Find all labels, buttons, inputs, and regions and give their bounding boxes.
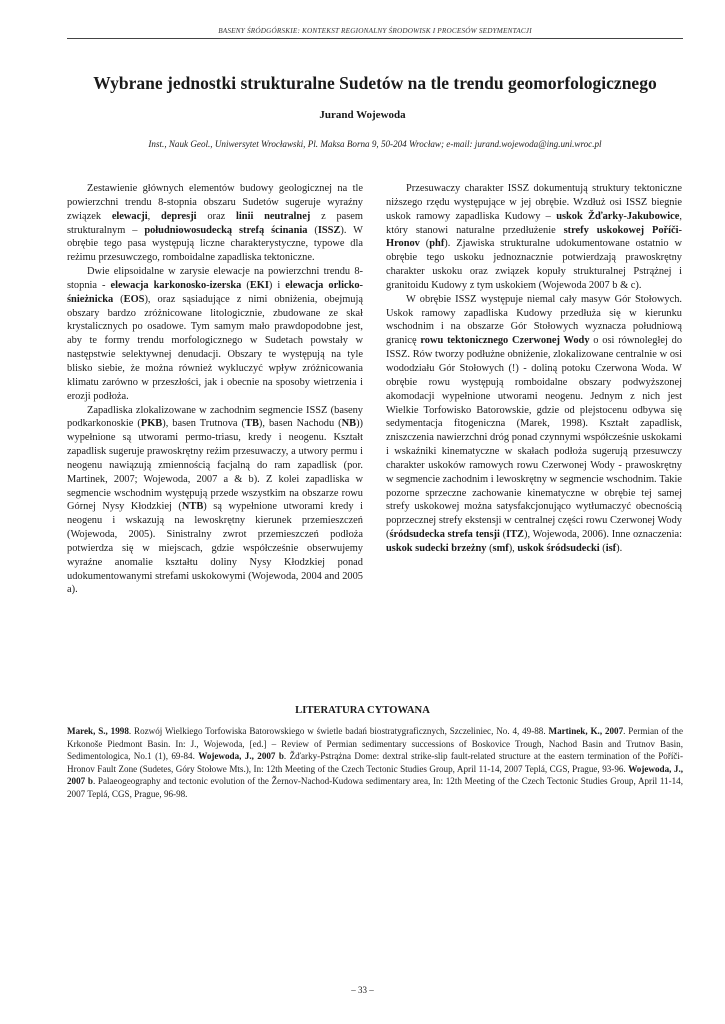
reference-author: Wojewoda, J., 2007 b [198,751,284,762]
text-run: Zapadliska zlokalizowane w zachodnim segmencie ISSZ (baseny podkarkonoskie ( [67,404,363,430]
term-highlight: TB [245,418,259,430]
text-run: , [147,210,161,222]
reference-text: . Rozwój Wielkiego Torfowiska Batorowskiego w świetle badań biostratygraficznych, Szczeliniec, No. 4, 49-88. [128,726,549,736]
text-run: ( [486,542,493,554]
term-highlight: NTB [181,501,204,513]
body-column-right [386,182,682,556]
article-author: Jurand Wojewoda [319,109,406,121]
page-number: – 33 – [351,985,374,995]
reference-text: . Žďarky-Pstrążna Dome: dextral strike-slip fault-related structure at the eastern termination of the Poříči-Hronov Fault Zone (Sudetes, Góry Stołowe Mts.), In: 12th Meeting of the Czech Tectonic Studies Group, April 11-14, 2007 Teplá, CGS, Prague, 93-96. [67,751,683,774]
text-run: ( [241,279,250,291]
paragraph-4 [386,182,682,293]
text-run: z pasem strukturalnym – [67,210,363,236]
term-highlight: elewacja orlicko-śnieżnicka [67,279,363,305]
references-list [67,725,683,801]
reference-text: . Permian of the Krkonoše Piedmont Basin. In: J., Wojewoda, [ed.] – Review of Permian sedimentary successions of Boskovice Trough, Nachod Basin and Trutnov Basin, Sedimentologica, No.1 (1), 69-84. [67,726,683,762]
text-run: ( [599,542,606,554]
author-affiliation: Inst., Nauk Geol., Uniwersytet Wrocławski, Pl. Maksa Borna 9, 50-204 Wrocław; e-mail: jurand.wojewoda@ing.uni.wroc.pl [148,139,602,149]
term-highlight: ISSZ [317,224,341,236]
term-highlight: strefy uskokowej Poříči-Hronov [386,224,682,250]
text-run: ). W obrębie tego pasa występują liczne charakterystyczne, typowe dla reżimu przesuwczego, romboidalne zapadliska tektoniczne. [67,224,363,264]
term-highlight: phf [429,238,445,250]
term-highlight: elewacji [111,210,148,222]
term-highlight: EOS [123,293,145,305]
term-highlight: ITZ [506,529,524,541]
reference-author: Martinek, K., 2007 [548,726,624,736]
term-highlight: depresji [160,210,197,222]
text-run: ( [307,224,318,236]
reference-author: Marek, S., 1998 [67,726,129,736]
term-highlight: rowu tektonicznego Czerwonej Wody [420,335,590,347]
term-highlight: uskok Žďarky-Jakubowice [556,210,680,222]
text-run: Przesuwaczy charakter ISSZ dokumentują struktury tektoniczne niższego rzędu występujące w jej obrębie. Wzdłuż osi ISSZ biegnie uskok ramowy zapadliska Kudowy – [386,183,682,222]
term-highlight: uskok śródsudecki [517,542,600,554]
text-run: ). [616,542,623,554]
text-run: ), basen Trutnova ( [162,418,246,430]
term-highlight: elewacja karkonosko-izerska [110,279,242,291]
text-run: ( [419,238,430,250]
article-title: Wybrane jednostki strukturalne Sudetów na tle trendu geomorfologicznego [93,73,657,93]
term-highlight: linii neutralnej [236,210,311,222]
term-highlight: południowosudecką strefą ścinania [144,224,308,236]
text-run: ) są wypełnione utworami kredy i neogenu i wskazują na lewoskrętny kierunek przemieszczeń (Wojewoda, 2005). Sinistralny zwrot przemieszczeń podłoża potwierdza się w miejscach, gdzie współcześnie obserwujemy wyraźne anomalie kształtu doliny Nysy Kłodzkiej ponad udokumentowanymi strefami uskokowymi (Wojewoda, 2004 and 2005 a). [67,501,363,596]
term-highlight: PKB [140,418,163,430]
term-highlight: NB [341,418,357,430]
term-highlight: isf [605,542,617,554]
text-run: )) wypełnione są utworami permo-triasu, kredy i neogenu. Kształt zapadlisk sugeruje prawoskrętny reżim przesuwaczy, a utwory permu i neogenu nawiązują zmiennością facjalną do ram zapadlisk (por. Martinek, 2007; Wojewoda, 2007 a & b). Z kolei zapadliska w segmencie wschodnim występują przede wszystkim na obszarze rowu Górnej Nysy Kłodzkiej ( [67,418,363,513]
running-header: BASENY ŚRÓDGÓRSKIE: KONTEKST REGIONALNY ŚRODOWISK I PROCESÓW SEDYMENTACJI [218,27,532,35]
term-highlight: EKI [249,279,269,291]
paragraph-3 [67,404,363,598]
body-column-left [67,182,363,597]
term-highlight: uskok sudecki brzeżny [386,542,487,554]
text-run: Dwie elipsoidalne w zarysie elewacje na powierzchni trendu 8-stopnia - [67,266,363,291]
text-run: o osi równoległej do ISSZ. Rów tworzy podłużne obniżenie, zlokalizowane centralnie w osi wododziału Gór Stołowych (!) - doliną potoku Czerwona Woda. W obrębie rowu występują romboidalne obszary podwyższonej akomodacji wypełnione utworami neogenu. Jednym z nich jest Wielkie Torfowisko Batorowskie, gdzie od plejstocenu odbywa się sedymentacja fitogeniczna (Marek, 1998). Kształt zapadlisk, zniszczenia nawierzchni dróg ponad czynnymi współcześnie uskokami i wskaźniki kinematyczne w skałach podłoża sugerują przesuwczy charakter uskoków ramowych rowu Czerwonej Wody - prawoskrętny w segmencie zachodnim i lewoskrętny w segmencie wschodnim. Takie pozorne sprzeczne zachowanie kinematyczne w obrębie tej samej strefy uskokowej można satysfakcjonująco wytłumaczyć obecnością poprzecznej strefy ekstensji w centralnej części rowu Czerwonej Wody ( [386,335,683,541]
text-run: ). Zjawiska strukturalne udokumentowane ostatnio w obrębie tego uskoku jednoznacznie potwierdzają prawoskrętny charakter uskoku oraz związek kopuły strukturalnej Pstrążnej i granitoidu Kudowy z tym uskokiem (Wojewoda 2007 b & c). [386,238,682,291]
header-rule [67,38,683,39]
text-run: ), basen Nachodu ( [258,418,342,430]
text-run: ( [113,293,124,305]
text-run: ) i [268,279,286,291]
text-run: Zestawienie głównych elementów budowy geologicznej na tle powierzchni trendu 8-stopnia obszaru Sudetów sugeruje wyraźny związek [67,183,363,222]
reference-text: . Palaeogeography and tectonic evolution of the Žernov-Nachod-Kudowa sedimentary area, In: 12th Meeting of the Czech Tectonic Studies Group, April 11-14, 2007 Teplá, CGS, Prague, 96-98. [67,776,683,799]
text-run: W obrębie ISSZ występuje niemal cały masyw Gór Stołowych. Uskok ramowy zapadliska Kudowy przedłuża się w kierunku wschodnim i na obszarze Gór Stołowych wyznacza południową granicę [386,293,682,347]
reference-author: Wojewoda, J., 2007 b [67,763,684,787]
paragraph-2 [67,265,363,403]
text-run: ( [499,529,507,541]
text-run: , który stanowi naturalne przedłużenie [386,210,682,236]
text-run: ), [508,542,518,554]
term-highlight: śródsudecka strefa tensji [389,529,500,541]
text-run: ), oraz sąsiadujące z nimi obniżenia, obejmują obszary bardzo zróżnicowane litologicznie, zbudowane ze skał krystalicznych po osadowe. Tym samym mało prawdopodobne jest, aby te formy trendu morfologicznego w Sudetach powstały w następstwie selektywnej denudacji. Obszary te występują na tyle blisko siebie, że można również wykluczyć wpływ zróżnicowania klimatu zarówno w przeszłości, jak i obecnie na sposoby wietrzenia i erozji podłoża. [67,293,364,402]
paragraph-5 [386,293,682,556]
paragraph-1 [67,182,363,265]
text-run: oraz [196,210,237,222]
text-run: ), Wojewoda, 2006). Inne oznaczenia: [523,529,682,541]
term-highlight: smf [492,542,509,554]
references-heading: LITERATURA CYTOWANA [295,705,430,716]
